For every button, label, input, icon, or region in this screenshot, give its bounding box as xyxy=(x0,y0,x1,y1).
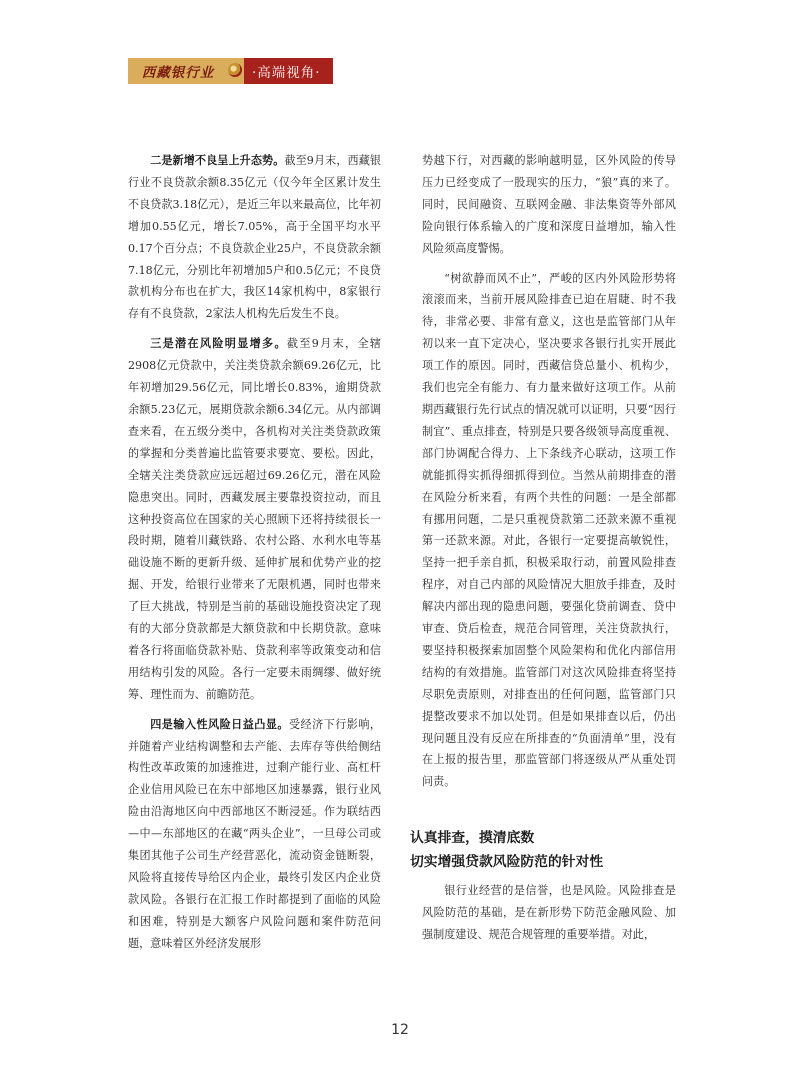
paragraph: “树欲静而风不止”，严峻的区内外风险形势将滚滚而来，当前开展风险排查已迫在眉睫、时不我待，非常必要、非常有意义，这也是监管部门从年初以来一直下定决心，坚决要求各银行扎实开展此项工作的原因。同时，西藏信贷总量小、机构少，我们也完全有能力、有力量来做好这项工作。从前期西藏银行先行试点的情况就可以证明，只要“因行制宜”、重点排查，特别是只要各级领导高度重视、部门协调配合得力、上下条线齐心联动，这项工作就能抓得实抓得细抓得到位。当然从前期排查的潜在风险分析来看，有两个共性的问题：一是全部都有挪用问题，二是只重视贷款第二还款来源不重视第一还款来源。对此，各银行一定要提高敏锐性，坚持一把手亲自抓，积极采取行动，前置风险排查程序，对自己内部的风险情况大胆放手排查，及时解决内部出现的隐患问题，要强化贷前调查、贷中审查、贷后检查，规范合同管理，关注贷款执行，要坚持积极探索加固整个风险架构和优化内部信用结构的有效措施。监管部门对这次风险排查将坚持尽职免责原则，对排查出的任何问题，监管部门只提整改要求不加以处罚。但是如果排查以后，仍出现问题且没有反应在所排查的“负面清单”里，没有在上报的报告里，那监管部门将逐级从严从重处罚问责。 xyxy=(422,271,676,789)
paragraph-text: 受经济下行影响，并随着产业结构调整和去产能、去库存等供给侧结构性改革政策的加速推进，过剩产能行业、高杠杆企业信用风险已在东中部地区加速暴露，银行业风险由沿海地区向中西部地区不断浸延。作为联结西—中—东部地区的在藏“两头企业”，一旦母公司或集团其他子公司生产经营恶化，流动资金链断裂，风险将直接传导给区内企业，最终引发区内企业贷款风险。各银行在汇报工作时都提到了面临的风险和困难，特别是大额客户风险问题和案件防范问题，意味着区外经济发展形 xyxy=(128,717,381,950)
heading-line: 切实增强贷款风险防范的针对性 xyxy=(410,854,604,871)
paragraph-lead: 二是新增不良呈上升态势。 xyxy=(150,154,285,167)
page-number: 12 xyxy=(391,1022,409,1038)
paragraph-lead: 三是潜在风险明显增多。 xyxy=(150,337,287,351)
header-banner xyxy=(128,58,333,84)
paragraph: 银行业经营的是信誉，也是风险。风险排查是风险防范的基础，是在新形势下防范金融风险、加强制度建设、规范合规管理的重要举措。对此， xyxy=(422,884,676,942)
paragraph-text: 截至9月末，西藏银行业不良贷款余额8.35亿元（仅今年全区累计发生不良贷款3.18亿元），是近三年以来最高位，比年初增加0.55亿元，增长7.05%，高于全国平均水平0.17个百分点；不良贷款企业25户，不良贷款余额7.18亿元，分别比年初增加5户和0.5亿元；不良贷款机构分布也在扩大，我区14家机构中，8家银行存有不良贷款，2家法人机构先后发生不良。 xyxy=(128,154,381,321)
section-heading xyxy=(410,826,676,874)
left-column xyxy=(128,150,381,955)
section-tag: ·高端视角· xyxy=(244,58,333,84)
paragraph xyxy=(128,714,381,955)
brand-logo-text: 西藏银行业 xyxy=(128,58,228,84)
ornament-icon xyxy=(228,58,244,84)
paragraph-text: 截至9月末，全辖2908亿元贷款中，关注类贷款余额69.26亿元，比年初增加29.56亿元，同比增长0.83%，逾期贷款余额5.23亿元，展期贷款余额6.34亿元。从内部调查来看，在五级分类中，各机构对关注类贷款政策的掌握和分类普遍比监管要求要宽、要松。因此，全辖关注类贷款应远远超过69.26亿元，潜在风险隐患突出。同时，西藏发展主要靠投资拉动，而且这种投资高位在国家的关心照顾下还将持续很长一段时期，随着川藏铁路、农村公路、水利水电等基础设施不断的更新升级、延伸扩展和优势产业的挖掘、开发，给银行业带来了无限机遇，同时也带来了巨大挑战，特别是当前的基础设施投资决定了现有的大部分贷款都是大额贷款和中长期贷款。意味着各行将面临贷款补贴、贷款利率等政策变动和信用结构引发的风险。各行一定要未雨绸缪、做好统筹、理性而为、前瞻防范。 xyxy=(128,337,381,701)
right-column xyxy=(410,150,676,946)
paragraph: 势越下行，对西藏的影响越明显，区外风险的传导压力已经变成了一股现实的压力，“狼”真的来了。同时，民间融资、互联网金融、非法集资等外部风险向银行体系输入的广度和深度日益增加，输入性风险须高度警惕。 xyxy=(422,154,676,255)
paragraph xyxy=(128,333,381,705)
heading-line: 认真排查，摸清底数 xyxy=(410,830,535,847)
paragraph xyxy=(128,150,381,325)
paragraph-lead: 四是输入性风险日益凸显。 xyxy=(150,717,289,731)
